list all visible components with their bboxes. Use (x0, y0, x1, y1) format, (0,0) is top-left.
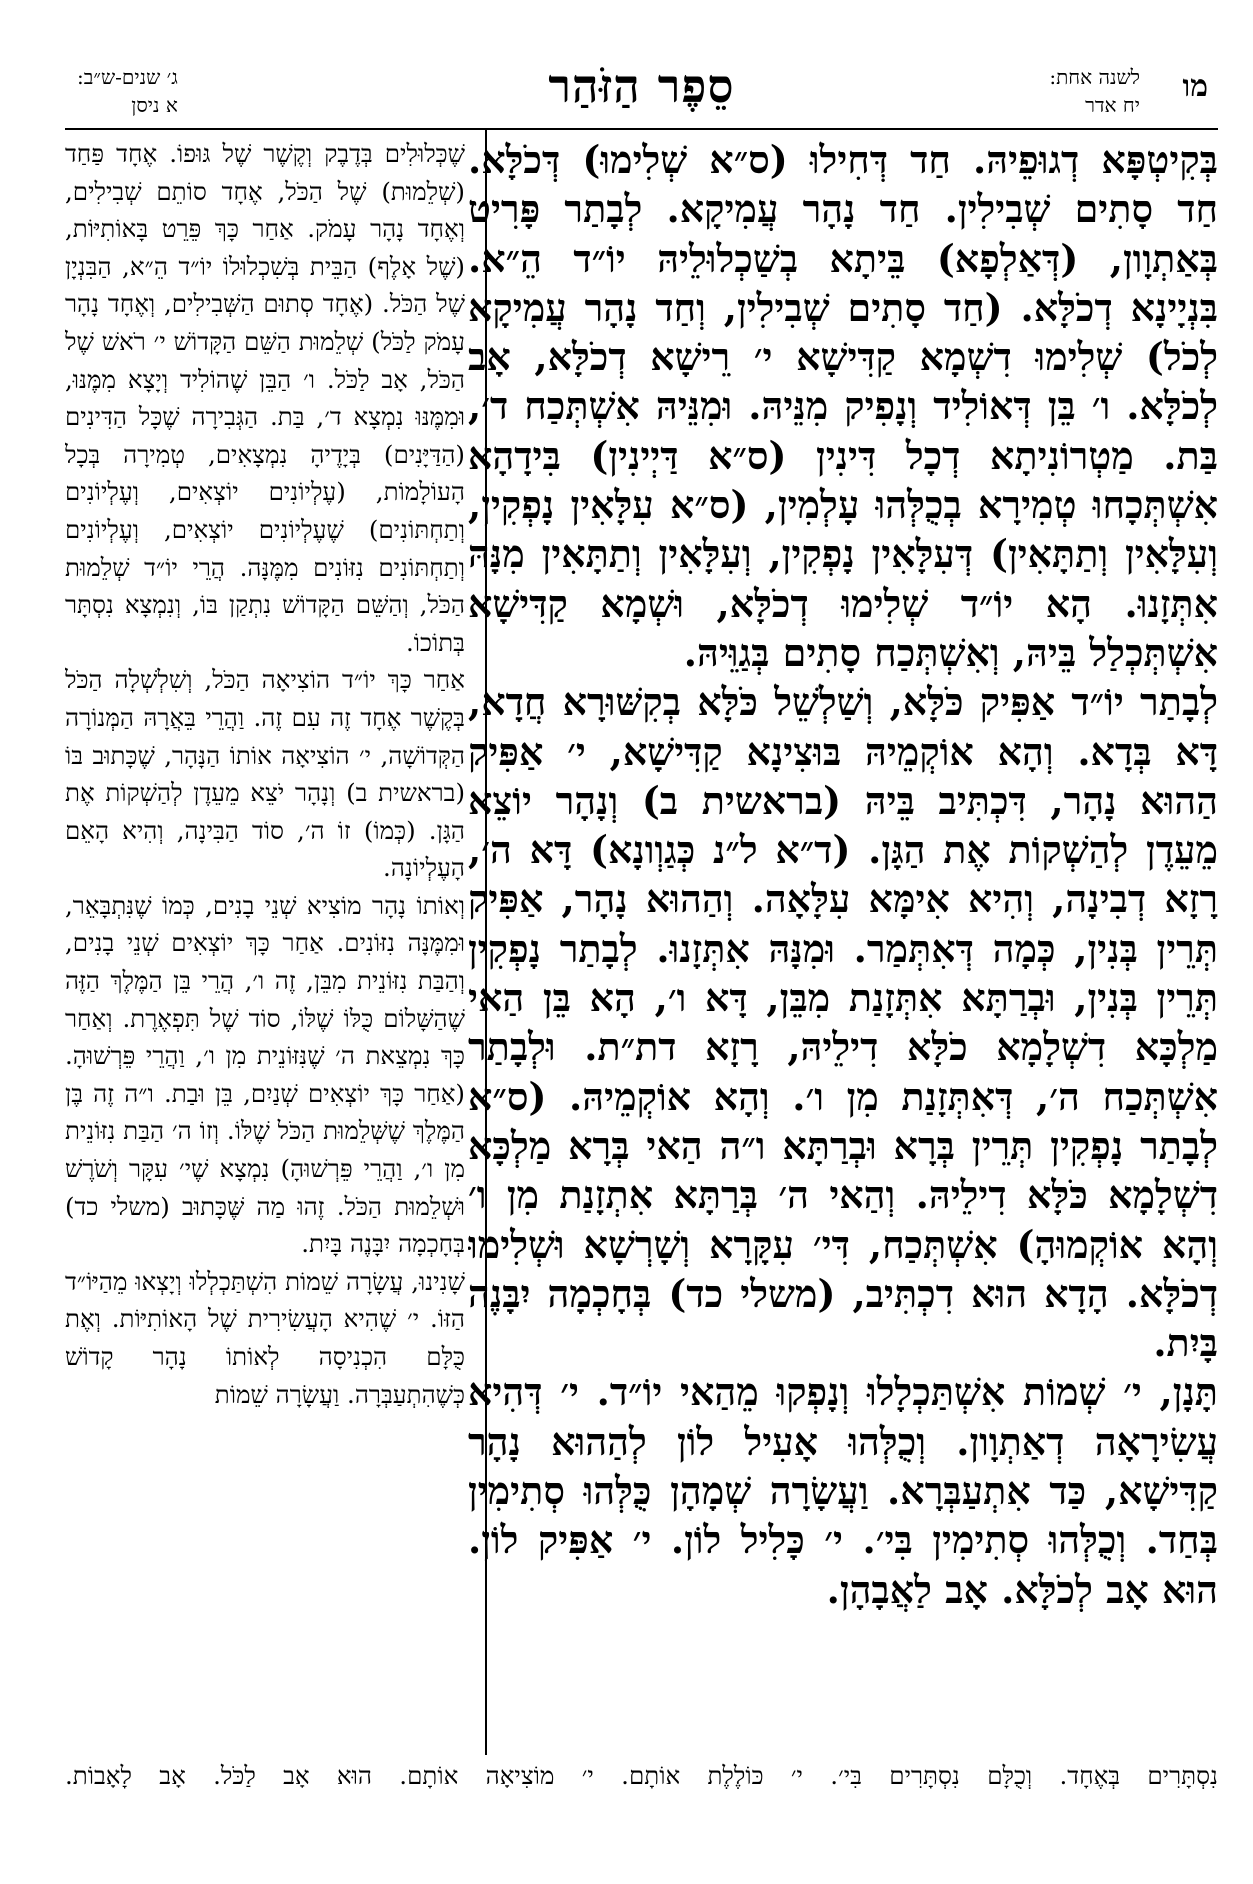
side-paragraph-2: אַחַר כָּךְ יוֹ״ד הוֹצִיאָה הַכֹּל, וְשִׁלְשְׁלָה הַכֹּל בְּקֶשֶׁר אֶחָד זֶה עִם זֶה. וַהֲרֵי בֵּאֲרָהּ הַמְּנוֹרָה הַקְּדוֹשָׁה, י׳ הוֹצִיאָה אוֹתוֹ הַנָּהָר, שֶׁכָּתוּב בּוֹ (בראשית ב) וְנָהָר יֹצֵא מֵעֵדֶן לְהַשְׁקוֹת אֶת הַגָּן. (כְּמוֹ) זוֹ ה׳, סוֹד הַבִּינָה, וְהִיא הָאֵם הָעֶלְיוֹנָה. (65, 665, 465, 883)
page-number: מו (1182, 69, 1208, 104)
side-paragraph-3: וְאוֹתוֹ נָהָר מוֹצִיא שְׁנֵי בָנִים, כְּמוֹ שֶׁנִּתְבָּאֵר, וּמִמֶּנָּה נִזּוֹנִים. אַחַר כָּךְ יוֹצְאִים שְׁנֵי בָנִים, וְהַבַּת נִזּוֹנֵית מִבֵּן, זֶה ו׳, הֲרֵי בֵּן הַמֶּלֶךְ הַזֶּה שֶׁהַשָּׁלוֹם כֻּלּוֹ שֶׁלּוֹ, סוֹד שֶׁל תִּפְאֶרֶת. וְאַחַר כָּךְ נִמְצֵאת ה׳ שֶׁנִּזּוֹנֵית מִן ו׳, וַהֲרֵי פֵּרְשׁוּהָ. (אַחַר כָּךְ יוֹצְאִים שְׁנַיִם, בֵּן וּבַת. ו״ה זֶה בֶּן הַמֶּלֶךְ שֶׁשְּׁלֵמוּת הַכֹּל שֶׁלּוֹ. וְזוֹ ה׳ הַבַּת נִזּוֹנֵית מִן ו׳, וַהֲרֵי פֵּרְשׁוּהָ) נִמְצָא שֶׁי׳ עִקָּר וְשֹׁרֶשׁ וּשְׁלֵמוּת הַכֹּל. זֶהוּ מַה שֶּׁכָּתוּב (משלי כד) בְּחָכְמָה יִבָּנֶה בָּיִת. (65, 890, 465, 1259)
main-paragraph-2: לְבָתַר יוֹ״ד אַפִּיק כֹּלָּא, וְשַׁלְשֵׁל כֹּלָּא בְקִשּׁוּרָא חֲדָא, דָּא בְּדָא. וְהָא אוֹקְמֵיהּ בּוּצִינָא קַדִּישָׁא, י׳ אַפִּיק הַהוּא נָהָר, דִּכְתִּיב בֵּיהּ (בראשית ב) וְנָהָר יוֹצֵא מֵעֵדֶן לְהַשְׁקוֹת אֶת הַגָּן. (ד״א ל״נ כְּגַוְונָא) דָּא ה׳, רָזָא דְבִינָה, וְהִיא אִימָּא עִלָּאָה. וְהַהוּא נָהָר, אַפִּיק תְּרֵין בְּנִין, כְּמָה דְּאִתְּמַר. וּמִנָּהּ אִתְּזָנוּ. לְבָתַר נָפְקִין תְּרֵין בְּנִין, וּבְרַתָּא אִתְּזָנַת מִבֵּן, דָּא ו׳, הָא בֵּן הַאי מַלְכָּא דִשְׁלָמָא כֹלָּא דִילֵיהּ, רָזָא דת״ת. וּלְבָתַר אִשְׁתְּכַח ה׳, דְּאִתְּזָנַת מִן ו׳. וְהָא אוֹקְמֵיהּ. (ס״א לְבָתַר נָפְקִין תְּרֵין בְּרָא וּבְרַתָּא ו״ה הַאי בְּרָא מַלְכָּא דִשְׁלָמָא כֹּלָּא דִילֵיהּ. וְהַאי ה׳ בְּרַתָּא אִתְזָנַת מִן ו׳ וְהָא אוֹקְמוּהָ) אִשְׁתְּכַח, דִּי׳ עִקָּרָא וְשָׁרְשָׁא וּשְׁלִימוּ דְכֹלָּא. הָדָא הוּא דִכְתִּיב, (משלי כד) בְּחָכְמָה יִבָּנֶה בָּיִת. (468, 679, 1218, 1366)
column-divider (485, 130, 487, 1755)
side-paragraph-4: שָׁנִינוּ, עֲשָׂרָה שֵׁמוֹת הִשְׁתַּכְלְלוּ וְיָצְאוּ מֵהַיּוֹ״ד הַזּוֹ. י׳ שֶׁהִיא הָעֲשִׂירִית שֶׁל הָאוֹתִיּוֹת. וְאֶת כֻּלָּם הִכְנִיסָה לְאוֹתוֹ נָהָר קָדוֹשׁ כְּשֶׁהִתְעַבְּרָה. וַעֲשָׂרָה שֵׁמוֹת (65, 1266, 465, 1409)
header-left-line2: א ניסן (131, 93, 178, 117)
main-paragraph-1: בְּקִיטְפָּא דְגוּפֵיהּ. חַד דְּחִילוּ (ס״א שְׁלִימוּ) דְּכֹלָּא. חַד סָתִים שְׁבִילִין. חַד נָהָר עֲמִיקָא. לְבָתַר פָּרִיט בְּאַתְוָון, (דְּאַלְפָא) בֵּיתָא בְשַׁכְלוּלֵיהּ יוֹ״ד הֵ״א. בִּנְיָינָא דְכֹלָּא. (חַד סָתִים שְׁבִילִין, וְחַד נָהָר עֲמִיקָא לְכֹל) שְׁלִימוּ דִשְׁמָא קַדִּישָׁא י׳ רֵישָׁא דְכֹלָּא, אָב לְכֹלָּא. ו׳ בֵּן דְּאוֹלִיד וְנָפִיק מִנֵּיהּ. וּמִנֵּיהּ אִשְׁתְּכַח ד׳, בַּת. מַטְרוֹנִיתָא דְכָל דִּינִין (ס״א דַּיְינִין) בִּידָהָא אִשְׁתְּכָחוּ טְמִירָא בְכֻלְּהוּ עָלְמִין, (ס״א עִלָּאִין נָפְקִין, וְעִלָּאִין וְתַתָּאִין) דְּעִלָּאִין נָפְקִין, וְעִלָּאִין וְתַתָּאִין מִנָּהּ אִתְּזָנוּ. הָא יוֹ״ד שְׁלִימוּ דְכֹלָּא, וּשְׁמָא קַדִּישָׁא אִשְׁתְּכְלַל בֵּיהּ, וְאִשְׁתְּכַח סָתִים בְּגַוֵּיהּ. (468, 137, 1218, 675)
book-title: סֵפֶר הַזֹּהַר (548, 59, 735, 113)
header-right-line1: לשנה אחת: (1049, 65, 1140, 89)
header-rule (65, 128, 1218, 130)
continuation-line: נִסְתָּרִים בְּאֶחָד. וְכֻלָּם נִסְתָּרִים בִּי׳. י׳ כּוֹלֶלֶת אוֹתָם. י׳ מוֹצִיאָה אוֹתָם. הוּא אָב לַכֹּל. אָב לָאָבוֹת. (65, 1761, 1218, 1790)
header-left-line1: ג׳ שנים-ש״ב: (77, 65, 178, 89)
header-left-info (77, 63, 178, 119)
page-header (65, 55, 1218, 127)
header-right-line2: יח אדר (1085, 93, 1140, 117)
main-text-column (468, 135, 1218, 1750)
side-paragraph-1: שֶׁכְּלוּלִים בְּדֶבֶק וְקֶשֶׁר שֶׁל גּוּפוֹ. אֶחָד פַּחַד (שְׁלֵמוּת) שֶׁל הַכֹּל, אֶחָד סוֹתֵם שְׁבִילִים, וְאֶחָד נָהָר עָמֹק. אַחַר כָּךְ פֵּרֵט בָּאוֹתִיּוֹת, (שֶׁל אָלֶף) הַבֵּית בְּשִׁכְלוּלוֹ יוֹ״ד הֵ״א, הַבִּנְיָן שֶׁל הַכֹּל. (אֶחָד סְתוּם הַשְּׁבִילִים, וְאֶחָד נָהָר עָמֹק לַכֹּל) שְׁלֵמוּת הַשֵּׁם הַקָּדוֹשׁ י׳ רֹאשׁ שֶׁל הַכֹּל, אָב לַכֹּל. ו׳ הַבֵּן שֶׁהוֹלִיד וְיָצָא מִמֶּנּוּ, וּמִמֶּנּוּ נִמְצָא ד׳, בַּת. הַגְּבִירָה שֶׁכָּל הַדִּינִים (הַדַּיָּנִים) בְּיָדֶיהָ נִמְצָאִים, טְמִירָה בְּכָל הָעוֹלָמוֹת, (עֶלְיוֹנִים יוֹצְאִים, וְעֶלְיוֹנִים וְתַחְתּוֹנִים) שֶׁעֶלְיוֹנִים יוֹצְאִים, וְעֶלְיוֹנִים וְתַחְתּוֹנִים נִזּוֹנִים מִמֶּנָּה. הֲרֵי יוֹ״ד שְׁלֵמוּת הַכֹּל, וְהַשֵּׁם הַקָּדוֹשׁ נִתְקַן בּוֹ, וְנִמְצָא נִסְתָּר בְּתוֹכוֹ. (65, 139, 465, 657)
main-paragraph-3: תָּנָן, י׳ שְׁמוֹת אִשְׁתַּכְלָלוּ וְנָפְקוּ מֵהַאי יוֹ״ד. י׳ דְּהִיא עֲשִׂירָאָה דְאַתְוָון. וְכֻלְּהוּ אָעִיל לוֹן לְהַהוּא נָהָר קַדִּישָׁא, כַּד אִתְעַבְּרָא. וַעֲשָׂרָה שְׁמָהָן כֻּלְּהוּ סְתִימִין בְּחַד. וְכֻלְּהוּ סְתִימִין בִּי׳. י׳ כָּלִיל לוֹן. י׳ אַפִּיק לוֹן. הוּא אָב לְכֹלָּא. אָב לַאֲבָהָן. (468, 1369, 1218, 1612)
translation-column (65, 135, 465, 1750)
